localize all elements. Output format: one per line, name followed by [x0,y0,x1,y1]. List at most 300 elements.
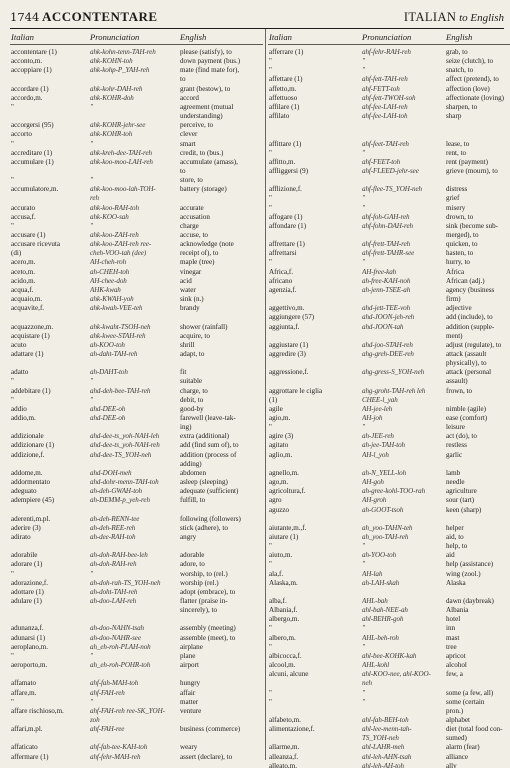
entry-english: assembly (meeting) [180,624,236,633]
entry-english: store, to [180,176,203,185]
entry-italian: acconto,m. [11,57,43,66]
entry-english: ing) [180,423,192,432]
entry-italian: affettuoso [269,93,298,102]
entry-pronunciation: ahl-fah-BEH-toh [362,715,409,724]
entry-italian: addio,m. [11,414,36,422]
entry-italian: alcuni, alcune [269,670,309,679]
english-header: English [180,32,207,42]
entry-english: mate (find mate for), [180,66,240,75]
entry-english: business (commerce) [180,725,241,734]
entry-italian: " [11,377,14,386]
entry-english: rent, to [446,148,467,157]
entry-english: add (find sum of), to [180,441,239,450]
entry-italian: accorgersi (95) [11,121,54,130]
entry-italian: aeroporto,m. [11,661,48,670]
entry-pronunciation: AH-lah [362,569,383,578]
entry-italian: albero,m. [269,633,296,642]
entry-pronunciation: ah-deh-REE-reh [90,523,136,532]
entry-english: worship, to (rel.) [180,569,228,578]
entry-english: grab, to [446,48,468,56]
entry-italian: acquaio,m. [11,295,43,304]
entry-italian: accusa,f. [11,212,36,221]
entry-pronunciation: ah-N_YELL-loh [362,468,407,477]
entry-italian: acido,m. [11,276,36,285]
entry-pronunciation: ahf-fohn-DAH-reh [362,221,413,230]
entry-pronunciation: ah-KOO-toh [90,340,125,349]
entry-italian: alimentazione,f. [269,725,315,734]
entry-pronunciation: ah-doh-RAH-bee-leh [90,551,148,560]
entry-english: acknowledge (note [180,240,234,249]
entry-pronunciation: ahk-kwee-STAH-reh [90,331,146,340]
entry-italian: " [269,688,272,697]
entry-english: abdomen [180,468,207,477]
entry-english: stick (adhere), to [180,523,228,532]
entry-italian: accontentare (1) [11,48,57,56]
entry-english: Albania [446,606,469,615]
entry-italian: accorto [11,130,32,139]
entry-pronunciation: " [362,423,365,432]
entry-italian: alleanza,f. [269,752,299,761]
entry-pronunciation: ahd-dee-ts_yoh-NAH-reh [90,441,160,450]
english-header: English [446,32,473,42]
entry-italian: adattare (1) [11,349,44,358]
page-header [10,10,504,28]
entry-pronunciation: ahg-groht-TAH-reh leh [362,386,426,395]
entry-pronunciation: ahk-kreh-dee-TAH-reh [90,148,152,157]
section-title [404,10,504,25]
entry-italian: addormentato [11,478,51,487]
entry-pronunciation: ahl-bah-NEE-ah [362,606,408,615]
entry-italian: aggiustare (1) [269,340,309,349]
entry-english: matter [180,697,199,706]
entry-pronunciation: ahk-koo-moo-lah-TOH- [90,185,156,194]
entry-italian: accordo,m. [11,93,43,102]
entry-english: shower (rainfall) [180,322,228,331]
entry-pronunciation: AH-groh [362,496,387,505]
entry-english: physically), to [446,359,487,368]
entry-english: distress [446,185,468,194]
entry-pronunciation: ahk-kwah-VEE-teh [90,304,143,313]
entry-italian: albicocca,f. [269,651,302,660]
entry-english: frown, to [446,386,473,395]
entry-english: help, to [446,542,468,551]
entry-english: clever [180,130,198,139]
entry-pronunciation: ahf-frett-TAHR-see [362,249,415,258]
entry-english: maple (tree) [180,258,215,267]
entry-pronunciation: ah-doo-NAHN-tsah [90,624,144,633]
entry-english: credit, to (bus.) [180,148,224,157]
entry-pronunciation: ahd-jett-TEE-voh [362,304,411,313]
entry-pronunciation: ahd-dee-TS_YOH-neh [90,450,152,459]
entry-english: inn [446,624,456,633]
entry-italian: affari,m.pl. [11,725,43,734]
entry-pronunciation: ahf-FETT-toh [362,84,400,93]
entry-pronunciation: ahd-DOH-meh [90,468,132,477]
entry-italian: affetto,m. [269,84,297,93]
entry-pronunciation: ahl-BEHR-goh [362,615,404,624]
entry-italian: adorare (1) [11,560,43,569]
entry-english: affair [180,688,196,697]
entry-english: sour (tart) [446,496,475,505]
section-direction: to English [459,12,504,24]
entry-english: extra (additional) [180,432,230,441]
entry-english: affectionate (loving) [446,93,504,102]
entry-english: hungry [180,679,201,688]
entry-english: hotel [446,615,461,624]
entry-italian: aggressione,f. [269,368,309,377]
entry-italian: aggettivo,m. [269,304,305,313]
entry-pronunciation: ahk-KOHN-toh [90,57,133,66]
entry-pronunciation: ahf-FAH-reh ree-SK_YOH- [90,706,165,715]
entry-english: sink (become sub- [446,221,499,230]
entry-english: please (satisfy), to [180,48,232,56]
entry-italian: " [269,624,272,633]
entry-italian: accurato [11,203,36,212]
entry-italian: accreditare (1) [11,148,53,157]
entry-pronunciation: ah-dee-RAH-toh [90,532,136,541]
entry-pronunciation: " [362,624,365,633]
entry-english: to [180,166,186,175]
entry-italian: " [11,176,14,185]
entry-pronunciation: " [362,697,365,706]
entry-pronunciation: ahk-KOO-sah [90,212,129,221]
entry-pronunciation: " [90,651,93,660]
entry-english: flatter (praise in- [180,597,228,605]
entry-pronunciation: " [362,66,365,75]
entry-pronunciation: ahk-KWAH-yoh [90,295,134,304]
entry-english: ment) [446,331,463,340]
entry-english: hurry, to [446,258,470,267]
entry-pronunciation: ahf-FAH-ree [90,725,125,734]
entry-pronunciation: " [362,194,365,203]
entry-italian: accusare ricevuta [11,240,61,249]
entry-pronunciation: ah-GOOT-tsoh [362,505,404,514]
entry-italian: accusare (1) [11,231,46,239]
entry-english: pron.) [446,706,464,715]
entry-english: asleep (sleeping) [180,478,228,487]
running-headword: ACCONTENTARE [42,9,158,24]
entry-pronunciation: ah-free-KAH-noh [362,276,411,285]
entry-pronunciation: ahf-fah-tee-KAH-toh [90,743,148,752]
entry-english: fulfill, to [180,496,206,505]
entry-pronunciation: ah-JEE-reh [362,432,394,441]
entry-pronunciation: zoh [90,715,100,724]
entry-english: affection (love) [446,84,490,93]
entry-english: snatch, to [446,66,474,75]
entry-pronunciation: ahk-KOHR-jehr-see [90,121,146,130]
entry-italian: adorazione,f. [11,578,49,587]
entry-italian: accordare (1) [11,84,49,93]
entry-pronunciation: ah-YOO-toh [362,551,397,560]
entry-italian: " [269,66,272,75]
entry-pronunciation: ah-LAH-skah [362,578,400,587]
entry-english: alarm (fear) [446,743,480,752]
entry-english: leisure [446,423,465,432]
entry-english: some (a few, all) [446,688,494,697]
entry-english: sharp [446,112,462,121]
entry-italian: addebitare (1) [11,386,51,395]
entry-english: addition (process of [180,450,237,459]
entry-italian: albergo,m. [269,615,300,624]
entry-english: accumulate (amass), [180,157,238,166]
entry-english: African (adj.) [446,276,485,285]
entry-italian: " [269,57,272,66]
entry-english: understanding) [180,112,223,121]
entry-pronunciation: " [362,560,365,569]
entry-english: fit [180,368,187,377]
entry-italian: adeguato [11,487,37,496]
entry-pronunciation: " [362,148,365,157]
left-column-header [10,29,263,45]
entry-italian: agio,m. [269,414,291,422]
entry-english: help (assistance) [446,560,494,569]
entry-pronunciation: ah-gree-kohl-TOO-rah [362,487,426,496]
entry-pronunciation: " [362,57,365,66]
entry-italian: addizionale [11,432,44,441]
entry-pronunciation: ahf-feet-TAH-reh [362,139,409,148]
entry-pronunciation: ahl-leh-AH-toh [362,761,404,768]
entry-italian: (di) [11,249,22,258]
entry-english: charge [180,221,199,230]
italian-header: Italian [11,32,34,42]
entry-pronunciation: ah-CHEH-toh [90,267,130,276]
entry-english: agriculture [446,487,477,496]
entry-italian: acquazzone,m. [11,322,54,331]
entry-english: nimble (agile) [446,404,486,413]
entry-english: water [180,285,196,294]
entry-english: Africa [446,267,465,276]
entry-english: airplane [180,642,203,651]
entry-english: addition (supple- [446,322,495,331]
entry-italian: addizione,f. [11,450,45,459]
entry-pronunciation: ahf-FEET-toh [362,157,401,166]
right-column [268,29,510,768]
entry-pronunciation: ahl-bee-KOHK-kah [362,651,417,660]
entry-pronunciation: " [90,697,93,706]
entry-italian: adottare (1) [11,587,44,596]
entry-italian: Africa,f. [269,267,294,276]
entry-pronunciation: " [90,377,93,386]
entry-english: worship (rel.) [180,578,219,587]
entry-pronunciation: ahk-kohp-P_YAH-reh [90,66,150,75]
entry-pronunciation: ah-daht-TAH-reh [90,349,138,358]
entry-italian: agile [269,404,283,413]
entry-italian: aguzzo [269,505,290,514]
entry-italian: alba,f. [269,597,287,605]
entry-pronunciation: ahd-DEE-oh [90,414,126,422]
entry-english: lamb [446,468,461,477]
entry-italian: addome,m. [11,468,43,477]
entry-italian: affrettarsi [269,249,297,258]
entry-pronunciation: reh [90,194,99,203]
entry-english: assault) [446,377,468,386]
entry-pronunciation: ahk-kohr-DAH-reh [90,84,143,93]
entry-row [10,752,263,763]
entry-english: accord [180,93,199,102]
italian-header: Italian [269,32,292,42]
entry-italian: afflizione,f. [269,185,302,194]
entry-italian: aggrottare le ciglia [269,386,323,395]
entry-pronunciation: " [362,688,365,697]
entry-italian: ala,f. [269,569,284,578]
entry-italian: agire (3) [269,432,294,441]
entry-pronunciation: ahf-fett-TAH-reh [362,75,408,84]
entry-italian: (1) [269,395,278,404]
entry-pronunciation: ahd-deh-bee-TAH-reh [90,386,151,395]
entry-italian: affilato [269,112,290,121]
entry-english: adequate (sufficient) [180,487,239,496]
entry-english: adopt (embrace), to [180,587,236,596]
entry-english: airport [180,661,199,670]
entry-italian: affermare (1) [11,752,49,761]
entry-english: smart [180,139,196,148]
entry-italian: allarme,m. [269,743,300,752]
entry-english: adding) [180,459,202,468]
entry-pronunciation: ahd-JOON-tah [362,322,404,331]
entry-italian: " [269,642,272,651]
entry-english: grant (bestow), to [180,84,231,93]
entry-english: accurate [180,203,204,212]
entry-pronunciation: ahf-foh-GAH-reh [362,212,410,221]
entry-italian: " [269,542,272,551]
entry-pronunciation: ahk-KOHR-doh [90,93,134,102]
entry-english: diet (total food con- [446,725,503,734]
entry-pronunciation: ahk-kwaht-TSOH-neh [90,322,151,331]
entry-pronunciation: ah-doht-TAH-reh [90,587,138,596]
entry-italian: adatto [11,368,29,377]
entry-english: good-by [180,404,204,413]
entry-english: aid [446,551,455,560]
entry-italian: aeroplano,m. [11,642,49,651]
entry-italian: acquistare (1) [11,331,50,340]
entry-italian: aglio,m. [269,450,293,459]
entry-italian: affaticato [11,743,38,752]
entry-english: grief [446,194,460,203]
entry-pronunciation: CHEE-l_yah [362,395,398,404]
entry-italian: affrettare (1) [269,240,305,249]
entry-row [268,761,510,768]
entry-italian: " [269,697,272,706]
entry-italian: adunanza,f. [11,624,44,633]
entry-italian: alcool,m. [269,661,296,670]
entry-italian: accoppiare (1) [11,66,52,75]
entry-english: affect (pretend), to [446,75,499,84]
entry-italian: " [11,697,14,706]
entry-english: shrill [180,340,195,349]
entry-english: agency (business [446,285,495,294]
entry-italian: africano [269,276,293,285]
entry-italian: affondare (1) [269,221,307,230]
entry-italian: affittare (1) [269,139,302,148]
entry-pronunciation: " [90,139,93,148]
entry-italian: affitto,m. [269,157,296,166]
entry-pronunciation: ahl-LAHR-meh [362,743,405,752]
entry-pronunciation: ahg-gress-S_YOH-neh [362,368,425,377]
entry-italian: aiuto,m. [269,551,293,560]
entry-english: firm) [446,295,461,304]
entry-english: drown, to [446,212,474,221]
entry-english: vinegar [180,267,202,276]
entry-italian: adulare (1) [11,597,42,605]
entry-english: angry [180,532,197,541]
right-column-header [268,29,510,45]
entry-pronunciation: ah_eh-roh-PLAH-noh [90,642,151,651]
entry-pronunciation: ah-doh-RAH-reh [90,560,137,569]
entry-pronunciation: AH-free-kah [362,267,397,276]
entry-english: brandy [180,304,200,313]
entry-english: aid, to [446,532,464,541]
entry-italian: aggiungere (57) [269,313,315,322]
entry-english: charge, to [180,386,208,395]
entry-english: accuse, to [180,231,208,239]
entry-english: adore, to [180,560,205,569]
entry-italian: aiutare (1) [269,532,299,541]
entry-pronunciation: " [362,203,365,212]
entry-italian: acero,m. [11,258,36,267]
entry-italian: agricoltura,f. [269,487,306,496]
entry-pronunciation: " [90,569,93,578]
entry-italian: affare rischioso,m. [11,706,64,715]
entry-english: needle [446,478,465,487]
entry-pronunciation: ahl-lee-menn-tah- [362,725,412,734]
entry-pronunciation: ah-deh-GWAH-toh [90,487,142,496]
entry-pronunciation: ahk-kohn-tenn-TAH-reh [90,48,156,56]
entry-italian: acuto [11,340,27,349]
entry-pronunciation: ahk-koo-ZAH-reh ree- [90,240,152,249]
entry-italian: acquavite,f. [11,304,45,313]
entry-english: hasten, to [446,249,474,258]
entry-italian: accumulatore,m. [11,185,59,194]
entry-english: suitable [180,377,203,386]
entry-pronunciation: " [90,102,93,111]
entry-pronunciation: ah_yoo-TAH-reh [362,532,409,541]
entry-italian: alleato,m. [269,761,297,768]
entry-pronunciation: " [90,176,93,185]
entry-pronunciation: ahg-greh-DEE-reh [362,349,414,358]
entry-pronunciation: " [90,221,93,230]
entry-pronunciation: ah-doo-NAHR-see [90,633,141,642]
entry-italian: agitato [269,441,289,450]
entry-italian: acqua,f. [11,285,34,294]
entry-english: battery (storage) [180,185,227,194]
left-column [10,29,263,761]
entry-pronunciation: ahd-dohr-menn-TAH-toh [90,478,159,487]
entry-pronunciation: cheh-VOO-tah (dee) [90,249,147,258]
entry-pronunciation: ahl-leh-AHN-tsah [362,752,412,761]
entry-english: ease (comfort) [446,414,488,422]
entry-english: sharpen, to [446,102,478,111]
entry-italian: agro [269,496,282,505]
entry-english: some (certain [446,697,485,706]
entry-italian: aderire (3) [11,523,41,532]
entry-italian: affogare (1) [269,212,303,221]
entry-italian: alfabeto,m. [269,715,301,724]
entry-italian: affamato [11,679,37,688]
entry-italian: aceto,m. [11,267,36,276]
entry-pronunciation: ahk-koo-moo-LAH-reh [90,157,153,166]
entry-pronunciation: ah_eh-roh-POHR-toh [90,661,151,670]
entry-english: accusation [180,212,210,221]
entry-italian: " [269,258,272,267]
entry-italian: adorabile [11,551,38,560]
entry-pronunciation: neh [362,679,372,688]
entry-pronunciation: " [90,395,93,404]
entry-italian: affilare (1) [269,102,300,111]
entry-pronunciation: ahf-fee-LAH-reh [362,102,408,111]
entry-english: to [180,75,186,84]
entry-english: alphabet [446,715,471,724]
entry-english: lease, to [446,139,470,148]
